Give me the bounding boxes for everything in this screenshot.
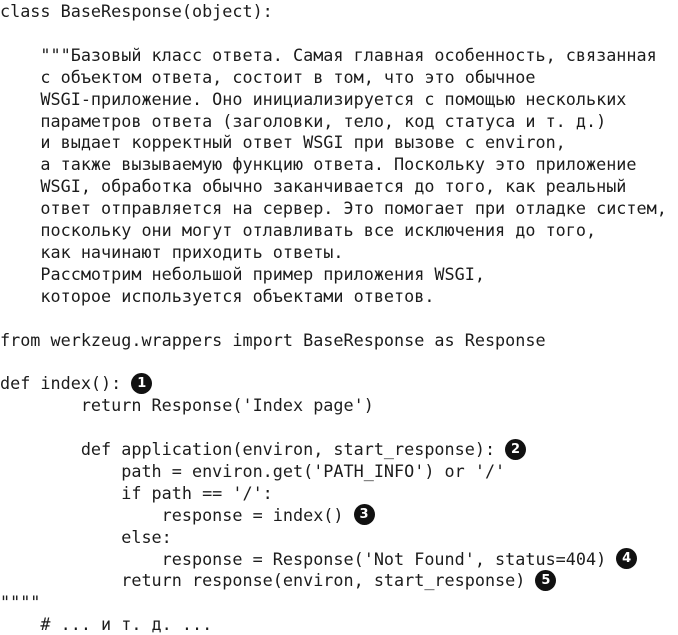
code-line-text: поскольку они могут отлавливать все исключения до того, [0, 220, 597, 240]
code-line [0, 110, 606, 132]
code-line-text: def index(): [0, 373, 122, 394]
code-line [0, 438, 526, 460]
code-line [0, 241, 344, 263]
code-line [0, 197, 667, 219]
callout-marker: 4 [616, 548, 637, 569]
code-line [0, 88, 626, 110]
code-line-text: class BaseResponse(object): [0, 1, 273, 21]
code-line [0, 591, 40, 613]
code-line [0, 526, 172, 548]
code-line-text: """Базовый класс ответа. Самая главная особенность, связанная [0, 44, 657, 65]
callout-marker: 3 [354, 504, 375, 525]
code-line [0, 504, 375, 526]
code-line-text: """" [0, 592, 41, 613]
code-line [0, 131, 566, 153]
code-line-text: как начинают приходить ответы. [0, 241, 344, 262]
code-line [0, 394, 374, 416]
code-line-text: from werkzeug.wrappers import BaseResponse as Response [0, 329, 546, 350]
code-line-text: ответ отправляется на сервер. Это помогает при отладке систем, [0, 198, 667, 219]
callout-marker: 1 [131, 373, 152, 394]
callout-marker: 2 [505, 439, 526, 460]
code-line [0, 66, 535, 88]
code-line-text: if path == '/': [0, 482, 273, 503]
code-line [0, 175, 626, 197]
code-line-text: Рассмотрим небольшой пример приложения WSGI, [0, 263, 485, 284]
code-line [0, 44, 657, 66]
code-line-text: path = environ.get('PATH_INFO') or '/' [0, 460, 506, 481]
code-line-text: else: [0, 526, 172, 547]
code-line-text: def application(environ, start_response): [0, 439, 496, 459]
code-line [0, 285, 434, 307]
code-line [0, 263, 485, 285]
code-line-text: и выдает корректный ответ WSGI при вызове с environ, [0, 132, 566, 153]
code-line [0, 548, 637, 570]
code-line-text: response = index() [0, 504, 344, 525]
code-line [0, 372, 152, 394]
code-line [0, 329, 546, 351]
code-line-text: return Response('Index page') [0, 395, 374, 416]
code-line [0, 482, 273, 504]
code-line-text: return response(environ, start_response) [0, 570, 526, 591]
code-line-text: которое используется объектами ответов. [0, 285, 435, 306]
code-line-text: с объектом ответа, состоит в том, что это обычное [0, 66, 536, 87]
code-line [0, 613, 212, 635]
callout-marker: 5 [535, 570, 556, 591]
code-line-text: а также вызываемую функцию ответа. Поскольку это приложение [0, 154, 637, 175]
code-line [0, 153, 637, 175]
code-line-text: # ... и т. д. ... [0, 614, 213, 635]
code-line [0, 460, 505, 482]
code-line-text: WSGI, обработка обычно заканчивается до того, как реальный [0, 176, 627, 197]
code-line [0, 219, 596, 241]
code-line-text: параметров ответа (заголовки, тело, код статуса и т. д.) [0, 110, 607, 131]
code-line [0, 0, 273, 22]
code-line [0, 569, 556, 591]
code-line-text: WSGI-приложение. Оно инициализируется с помощью нескольких [0, 88, 627, 109]
code-line-text: response = Response('Not Found', status=404) [0, 548, 607, 569]
